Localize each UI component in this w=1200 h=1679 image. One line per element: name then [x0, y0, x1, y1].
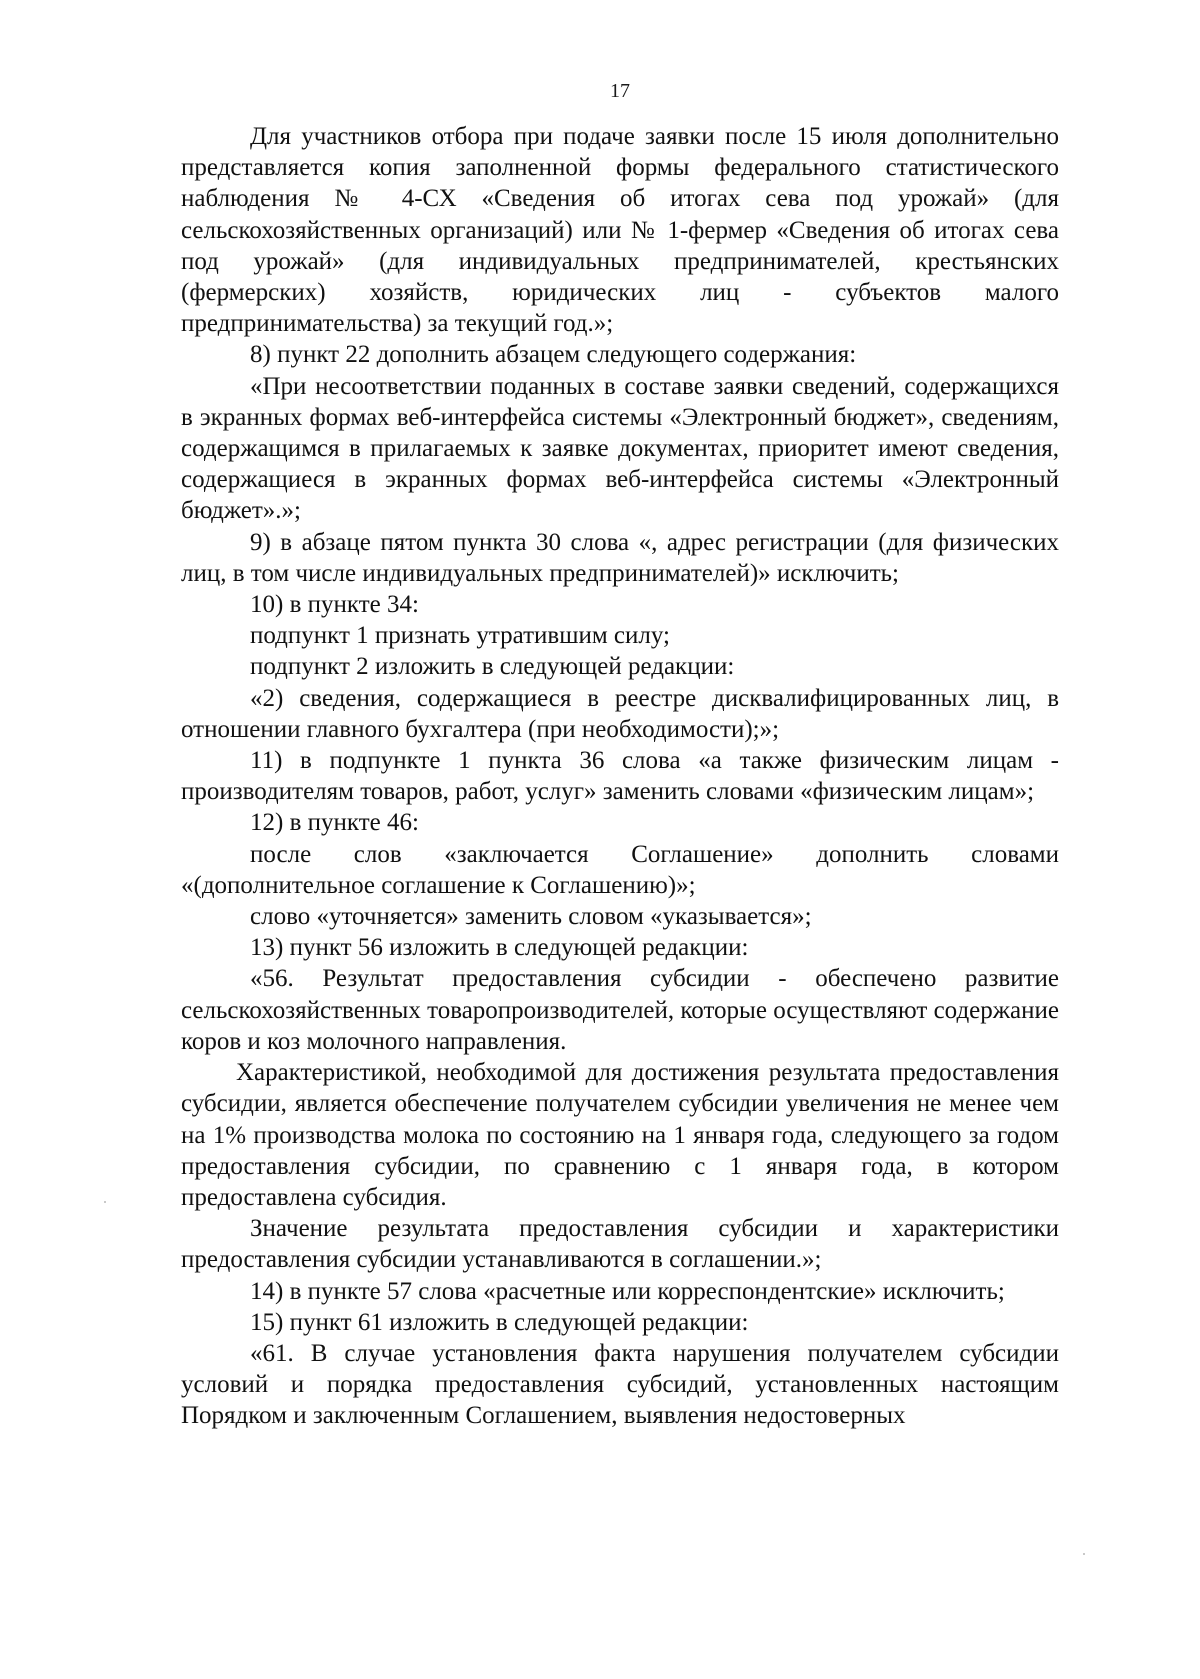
page-number: 17: [610, 80, 630, 102]
paragraph-item-12: 12) в пункте 46:: [250, 809, 419, 837]
paragraph-item-13-text: «56. Результат предоставления субсидии - обеспечено развитие сельскохозяйственных товаропроизводителей, которые осуществляют содержание коров и коз молочного направления.: [181, 965, 1059, 1055]
paragraph-item-13: 13) пункт 56 изложить в следующей редакции:: [250, 934, 749, 962]
paragraph-item-10-sub2: подпункт 2 изложить в следующей редакции:: [250, 653, 735, 681]
paragraph-item-12-a: после слов «заключается Соглашение» дополнить словами «(дополнительное соглашение к Соглашению)»;: [181, 840, 1059, 899]
scan-speck: [104, 1201, 106, 1203]
document-body: [181, 121, 1059, 1432]
paragraph-item-14: 14) в пункте 57 слова «расчетные или корреспондентские» исключить;: [250, 1277, 1005, 1305]
paragraph-characteristic: Характеристикой, необходимой для достижения результата предоставления субсидии, является обеспечение получателем субсидии увеличения не менее чем на 1% производства молока по состоянию на 1 января года, следующего за годом предоставления субсидии, по сравнению с 1 января года, в котором предоставлена субсидия.: [181, 1059, 1059, 1211]
paragraph-item-10-sub2-text: «2) сведения, содержащиеся в реестре дисквалифицированных лиц, в отношении главного бухгалтера (при необходимости);»;: [181, 684, 1059, 743]
paragraph-item-8: 8) пункт 22 дополнить абзацем следующего содержания:: [250, 341, 857, 369]
paragraph-item-11: 11) в подпункте 1 пункта 36 слова «а также физическим лицам - производителям товаров, работ, услуг» заменить словами «физическим лицам»;: [181, 747, 1059, 806]
paragraph-result-value: Значение результата предоставления субсидии и характеристики предоставления субсидии устанавливаются в соглашении.»;: [181, 1215, 1059, 1274]
paragraph-item-9: 9) в абзаце пятом пункта 30 слова «, адрес регистрации (для физических лиц, в том числе индивидуальных предпринимателей)» исключить;: [181, 528, 1059, 587]
paragraph-item-10: 10) в пункте 34:: [250, 591, 419, 619]
paragraph-item-15: 15) пункт 61 изложить в следующей редакции:: [250, 1308, 749, 1336]
paragraph-item-10-sub1: подпункт 1 признать утратившим силу;: [250, 622, 670, 650]
paragraph-item-15-text: «61. В случае установления факта нарушения получателем субсидии условий и порядка предоставления субсидий, установленных настоящим Порядком и заключенным Соглашением, выявления недостоверных: [181, 1339, 1059, 1430]
paragraph-item-12-b: слово «уточняется» заменить словом «указывается»;: [250, 903, 812, 931]
paragraph-form-4sx: Для участников отбора при подаче заявки после 15 июля дополнительно представляется копия заполненной формы федерального статистического наблюдения № 4-СХ «Сведения об итогах сева под урожай» (для сельскохозяйственных организаций) или № 1-фермер «Сведения об итогах сева под урожай» (для индивидуальных предпринимателей, крестьянских (фермерских) хозяйств, юридических лиц - субъектов малого предпринимательства) за текущий год.»;: [181, 123, 1059, 338]
paragraph-item-8-text: «При несоответствии поданных в составе заявки сведений, содержащихся в экранных формах веб-интерфейса системы «Электронный бюджет», сведениям, содержащимся в прилагаемых к заявке документах, приоритет имеют сведения, содержащиеся в экранных формах веб-интерфейса системы «Электронный бюджет».»;: [181, 372, 1059, 525]
scan-speck: [1083, 1553, 1085, 1555]
